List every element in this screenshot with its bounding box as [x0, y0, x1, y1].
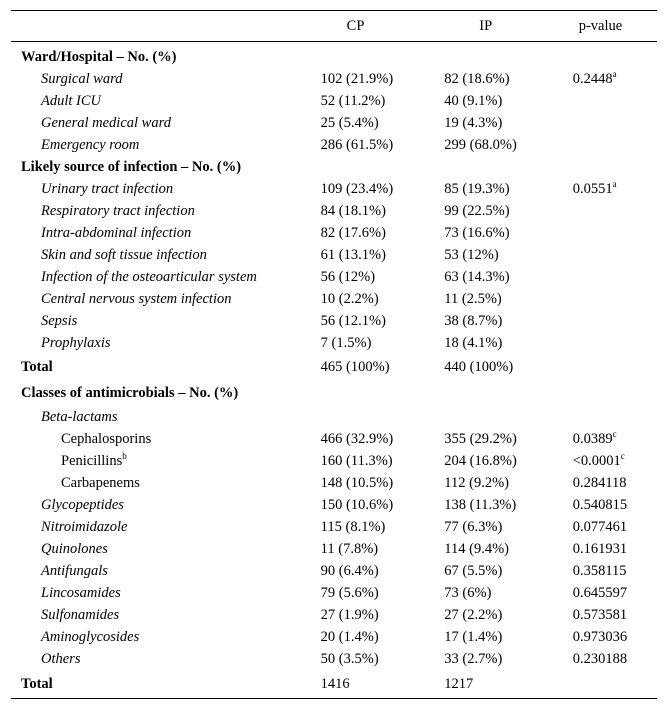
row-label: Nitroimidazole [41, 518, 128, 535]
footnote-marker: c [612, 428, 617, 439]
table-row [11, 494, 657, 516]
cp-value: 27 (1.9%) [320, 606, 379, 623]
total-cp: 1416 [311, 670, 435, 699]
total-cp: 465 (100%) [320, 358, 390, 375]
row-label: Antifungals [41, 562, 108, 579]
row-label: General medical ward [41, 114, 171, 131]
ip-value: 82 (18.6%) [444, 70, 510, 87]
cp-value: 150 (10.6%) [320, 496, 394, 513]
table-header [11, 11, 657, 42]
cp-value: 10 (2.2%) [320, 290, 379, 307]
total-ip: 1217 [434, 670, 562, 699]
row-label-cell [11, 450, 311, 472]
p-value: 0.0389 [572, 430, 613, 447]
cp-value: 7 (1.5%) [320, 334, 372, 351]
table-body [11, 42, 657, 699]
section-title-antimicrobials: Classes of antimicrobials – No. (%) [21, 384, 239, 401]
p-value: 0.161931 [572, 540, 628, 557]
row-label: Infection of the osteoarticular system [41, 268, 257, 285]
ip-value: 112 (9.2%) [444, 474, 509, 491]
section-row-source [11, 156, 657, 178]
row-label: Quinolones [41, 540, 108, 557]
cp-value: 50 (3.5%) [320, 650, 379, 667]
p-value: 0.077461 [572, 518, 628, 535]
row-label: Carbapenems [61, 474, 140, 491]
p-value: 0.2448 [572, 70, 613, 87]
footnote-marker: a [612, 178, 617, 189]
p-value [563, 288, 657, 310]
section-title-ward: Ward/Hospital – No. (%) [21, 48, 177, 65]
ip-value: 85 (19.3%) [444, 180, 510, 197]
p-value: 0.645597 [572, 584, 628, 601]
ip-value: 63 (14.3%) [444, 268, 510, 285]
ip-value: 17 (1.4%) [444, 628, 503, 645]
cp-value: 102 (21.9%) [320, 70, 394, 87]
row-label: Sepsis [41, 312, 78, 329]
p-value [563, 266, 657, 288]
table-row [11, 538, 657, 560]
table-row [11, 288, 657, 310]
subgroup-label: Beta-lactams [41, 408, 118, 425]
ip-value: 18 (4.1%) [444, 334, 503, 351]
p-value [563, 244, 657, 266]
section-row-antimicrobials [11, 380, 657, 406]
ip-value: 73 (6%) [444, 584, 492, 601]
row-label: Lincosamides [41, 584, 121, 601]
table-row [11, 560, 657, 582]
cp-value: 25 (5.4%) [320, 114, 379, 131]
row-label: Skin and soft tissue infection [41, 246, 207, 263]
footnote-marker: b [122, 450, 127, 461]
cp-value: 52 (11.2%) [320, 92, 386, 109]
table-row [11, 68, 657, 90]
ip-value: 27 (2.2%) [444, 606, 503, 623]
table-row [11, 428, 657, 450]
row-label: Sulfonamides [41, 606, 120, 623]
p-value [563, 200, 657, 222]
ip-value: 355 (29.2%) [444, 430, 517, 447]
table-row [11, 222, 657, 244]
cp-value: 115 (8.1%) [320, 518, 386, 535]
ip-value: 11 (2.5%) [444, 290, 502, 307]
header-ip: IP [434, 11, 562, 42]
p-value-cell [563, 178, 657, 200]
table-row [11, 604, 657, 626]
row-label: Adult ICU [41, 92, 102, 109]
row-label: Central nervous system infection [41, 290, 232, 307]
p-value [563, 222, 657, 244]
row-label: Penicillins [61, 452, 123, 469]
table-row [11, 582, 657, 604]
header-p-value: p-value [563, 11, 657, 42]
p-value [563, 90, 657, 112]
row-label: Others [41, 650, 81, 667]
header-cp: CP [311, 11, 435, 42]
table-row [11, 310, 657, 332]
ip-value: 73 (16.6%) [444, 224, 510, 241]
row-label: Surgical ward [41, 70, 123, 87]
total-label: Total [11, 670, 311, 699]
table-row [11, 266, 657, 288]
cp-value: 160 (11.3%) [320, 452, 393, 469]
p-value: 0.573581 [572, 606, 628, 623]
table-row [11, 516, 657, 538]
p-value: 0.284118 [572, 474, 627, 491]
p-value [563, 310, 657, 332]
row-label: Aminoglycosides [41, 628, 140, 645]
row-label: Glycopeptides [41, 496, 124, 513]
p-value-cell [563, 450, 657, 472]
p-value: 0.358115 [572, 562, 627, 579]
p-value: 0.0551 [572, 180, 613, 197]
subgroup-row-beta-lactams [11, 406, 657, 428]
p-value: 0.230188 [572, 650, 628, 667]
row-label: Prophylaxis [41, 334, 111, 351]
cp-value: 61 (13.1%) [320, 246, 386, 263]
ip-value: 67 (5.5%) [444, 562, 503, 579]
row-label: Intra-abdominal infection [41, 224, 192, 241]
table-row [11, 332, 657, 354]
cp-value: 20 (1.4%) [320, 628, 379, 645]
section-title-source: Likely source of infection – No. (%) [21, 158, 242, 175]
header-row [11, 11, 657, 42]
cp-value: 466 (32.9%) [320, 430, 394, 447]
footnote-marker: a [612, 68, 617, 79]
cp-value: 56 (12%) [320, 268, 376, 285]
cp-value: 286 (61.5%) [320, 136, 394, 153]
cp-value: 82 (17.6%) [320, 224, 386, 241]
footnote-marker: c [620, 450, 625, 461]
p-value [563, 332, 657, 354]
cp-value: 84 (18.1%) [320, 202, 386, 219]
ip-value: 299 (68.0%) [444, 136, 517, 153]
data-table-container [11, 10, 657, 699]
table-row [11, 472, 657, 494]
total-p [563, 670, 657, 699]
cp-value: 11 (7.8%) [320, 540, 379, 557]
header-label-col [11, 11, 311, 42]
table-row [11, 178, 657, 200]
table-row [11, 648, 657, 670]
row-label: Respiratory tract infection [41, 202, 195, 219]
table-row [11, 450, 657, 472]
ip-value: 77 (6.3%) [444, 518, 503, 535]
ip-value: 38 (8.7%) [444, 312, 503, 329]
ip-value: 40 (9.1%) [444, 92, 503, 109]
p-value-cell [563, 68, 657, 90]
ip-value: 33 (2.7%) [444, 650, 503, 667]
ip-value: 138 (11.3%) [444, 496, 517, 513]
ip-value: 53 (12%) [444, 246, 499, 263]
p-value-cell [563, 428, 657, 450]
cp-value: 90 (6.4%) [320, 562, 379, 579]
table-row [11, 112, 657, 134]
p-value: <0.0001 [572, 452, 621, 469]
total-label: Total [21, 358, 53, 375]
total-row-antimicrobials [11, 670, 657, 699]
table-row [11, 244, 657, 266]
table-row [11, 134, 657, 156]
cp-value: 109 (23.4%) [320, 180, 394, 197]
table-row [11, 200, 657, 222]
total-p [563, 354, 657, 380]
row-label: Emergency room [41, 136, 140, 153]
ip-value: 114 (9.4%) [444, 540, 509, 557]
p-value [563, 134, 657, 156]
cp-value: 148 (10.5%) [320, 474, 394, 491]
row-label: Cephalosporins [61, 430, 152, 447]
p-value: 0.973036 [572, 628, 628, 645]
total-row-source [11, 354, 657, 380]
p-value [563, 112, 657, 134]
ip-value: 204 (16.8%) [444, 452, 517, 469]
table-row [11, 90, 657, 112]
ip-value: 19 (4.3%) [444, 114, 503, 131]
table-row [11, 626, 657, 648]
cp-value: 79 (5.6%) [320, 584, 379, 601]
p-value: 0.540815 [572, 496, 628, 513]
data-table [11, 10, 657, 699]
cp-value: 56 (12.1%) [320, 312, 386, 329]
section-row-ward [11, 42, 657, 69]
ip-value: 99 (22.5%) [444, 202, 510, 219]
row-label: Urinary tract infection [41, 180, 174, 197]
total-ip: 440 (100%) [444, 358, 514, 375]
